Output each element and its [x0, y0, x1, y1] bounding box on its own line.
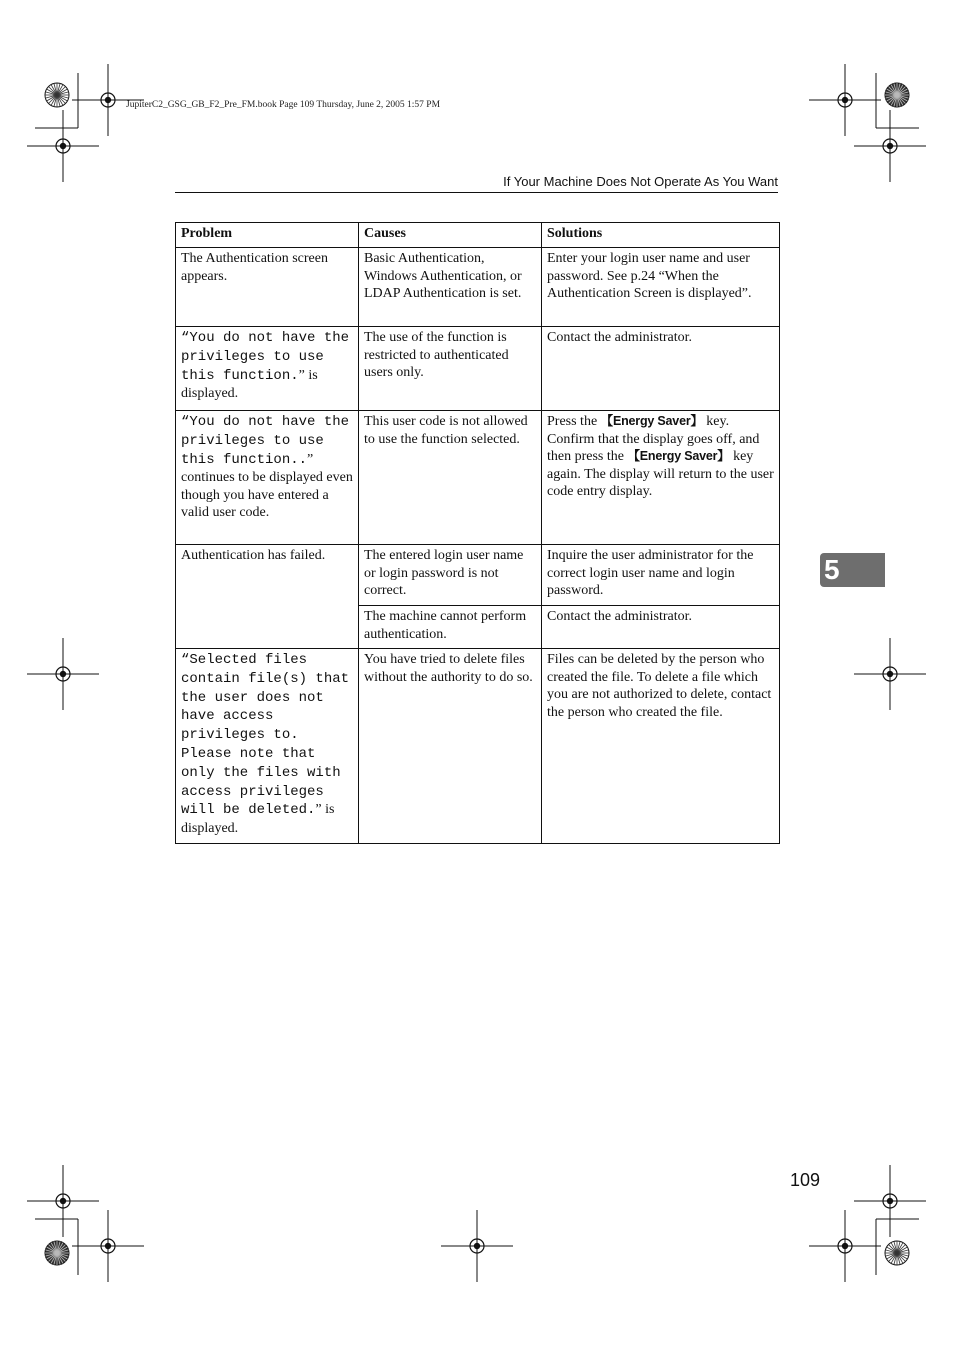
- header-problem: Problem: [176, 223, 359, 248]
- cause-cell: Basic Authentication, Windows Authentication, or LDAP Authentication is set.: [359, 248, 542, 327]
- registration-target-dot: [474, 1243, 480, 1249]
- energy-saver-key-label: 【Energy Saver】: [627, 449, 730, 463]
- cause-cell: This user code is not allowed to use the function selected.: [359, 411, 542, 545]
- cause-cell: The entered login user name or login password is not correct.: [359, 545, 542, 606]
- problem-cell: Authentication has failed.: [176, 545, 359, 649]
- registration-target-dot: [887, 671, 893, 677]
- message-code: Selected files contain file(s) that the user does not have access privileges to. Please note that only the files with access privileges will be deleted.: [181, 652, 350, 819]
- solution-cell: Inquire the user administrator for the correct login user name and login password.: [542, 545, 780, 606]
- registration-target-dot: [105, 97, 111, 103]
- solution-text: key. Confirm that the display goes off, and then press the: [547, 414, 760, 464]
- cause-cell: You have tried to delete files without the authority to do so.: [359, 649, 542, 844]
- problem-tail: ” is displayed.: [181, 802, 335, 837]
- quote-open: “: [181, 652, 190, 668]
- solution-cell: Files can be deleted by the person who created the file. To delete a file which you are not authorized to delete, contact the person who created the file.: [542, 649, 780, 844]
- message-code: You do not have the privileges to use this function.: [181, 330, 350, 384]
- registration-target-dot: [842, 97, 848, 103]
- solution-cell: Contact the administrator.: [542, 327, 780, 411]
- cause-cell: The machine cannot perform authentication.: [359, 606, 542, 649]
- print-slug-line: JupiterC2_GSG_GB_F2_Pre_FM.book Page 109 Thursday, June 2, 2005 1:57 PM: [126, 100, 441, 110]
- page-number: 109: [789, 1170, 820, 1190]
- registration-target-dot: [60, 671, 66, 677]
- problem-tail: ” is displayed.: [181, 367, 318, 402]
- header-causes: Causes: [359, 223, 542, 248]
- registration-target-dot: [105, 1243, 111, 1249]
- cause-cell: The use of the function is restricted to authenticated users only.: [359, 327, 542, 411]
- solution-cell: Enter your login user name and user password. See p.24 “When the Authentication Screen is displayed”.: [542, 248, 780, 327]
- solution-text: key again. The display will return to the user code entry display.: [547, 449, 774, 499]
- message-code: You do not have the privileges to use this function..: [181, 414, 350, 468]
- problem-cell: The Authentication screen appears.: [176, 248, 359, 327]
- energy-saver-key-label: 【Energy Saver】: [600, 414, 703, 428]
- solution-text: Press the: [547, 414, 601, 429]
- chapter-number: 5: [824, 554, 840, 585]
- header-solutions: Solutions: [542, 223, 780, 248]
- registration-target-dot: [842, 1243, 848, 1249]
- registration-target-dot: [60, 143, 66, 149]
- registration-target-dot: [887, 143, 893, 149]
- quote-open: “: [181, 330, 190, 346]
- solution-cell: Contact the administrator.: [542, 606, 780, 649]
- registration-target-dot: [887, 1198, 893, 1204]
- registration-target-dot: [60, 1198, 66, 1204]
- problem-tail: ” continues to be displayed even though you have entered a valid user code.: [181, 451, 353, 521]
- running-header: If Your Machine Does Not Operate As You Want: [503, 174, 778, 189]
- quote-open: “: [181, 414, 190, 430]
